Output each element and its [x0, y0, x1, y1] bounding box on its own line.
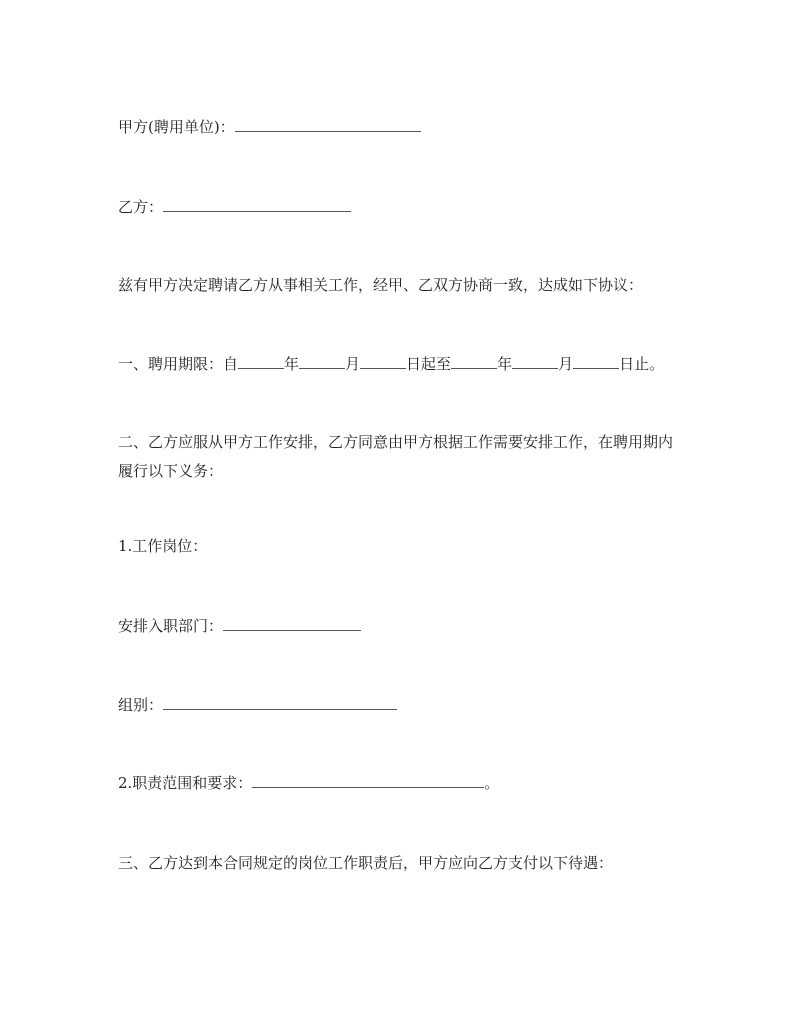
- start-day-blank[interactable]: [360, 353, 406, 369]
- clause-3-paragraph: 三、乙方达到本合同规定的岗位工作职责后，甲方应向乙方支付以下待遇：: [118, 854, 614, 872]
- end-month-blank[interactable]: [512, 353, 558, 369]
- party-a-label: 甲方(聘用单位)：: [118, 118, 235, 136]
- start-month-blank[interactable]: [299, 353, 345, 369]
- duties-blank[interactable]: [252, 772, 484, 788]
- end-day-blank[interactable]: [573, 353, 619, 369]
- term-clause: [118, 352, 664, 377]
- item-1-heading: 1.工作岗位：: [118, 537, 208, 555]
- start-year-blank[interactable]: [238, 353, 284, 369]
- group-label: 组别：: [118, 696, 164, 714]
- department-blank[interactable]: [223, 615, 361, 631]
- department-row: [118, 614, 361, 639]
- party-a-row: [118, 115, 421, 140]
- intro-paragraph: 兹有甲方决定聘请乙方从事相关工作，经甲、乙双方协商一致，达成如下协议：: [118, 276, 644, 294]
- group-row: [118, 693, 397, 718]
- clause-2-paragraph: 二、乙方应服从甲方工作安排，乙方同意由甲方根据工作需要安排工作，在聘用期内履行以下义务：: [118, 433, 674, 480]
- term-day-end: 日止。: [619, 355, 665, 373]
- department-label: 安排入职部门：: [118, 617, 224, 635]
- item-2-label: 2.职责范围和要求：: [118, 774, 253, 792]
- party-b-row: [118, 195, 351, 220]
- end-year-blank[interactable]: [451, 353, 497, 369]
- term-prefix: 一、聘用期限：自: [118, 355, 239, 373]
- party-b-label: 乙方：: [118, 198, 164, 216]
- party-a-blank[interactable]: [235, 116, 421, 132]
- party-b-blank[interactable]: [163, 196, 351, 212]
- term-year-1: 年: [284, 355, 300, 373]
- term-year-2: 年: [497, 355, 513, 373]
- group-blank[interactable]: [163, 694, 397, 710]
- term-month-1: 月: [345, 355, 361, 373]
- item-2-suffix: 。: [484, 774, 500, 792]
- term-day-from: 日起至: [406, 355, 452, 373]
- item-2-row: [118, 771, 499, 796]
- term-month-2: 月: [558, 355, 574, 373]
